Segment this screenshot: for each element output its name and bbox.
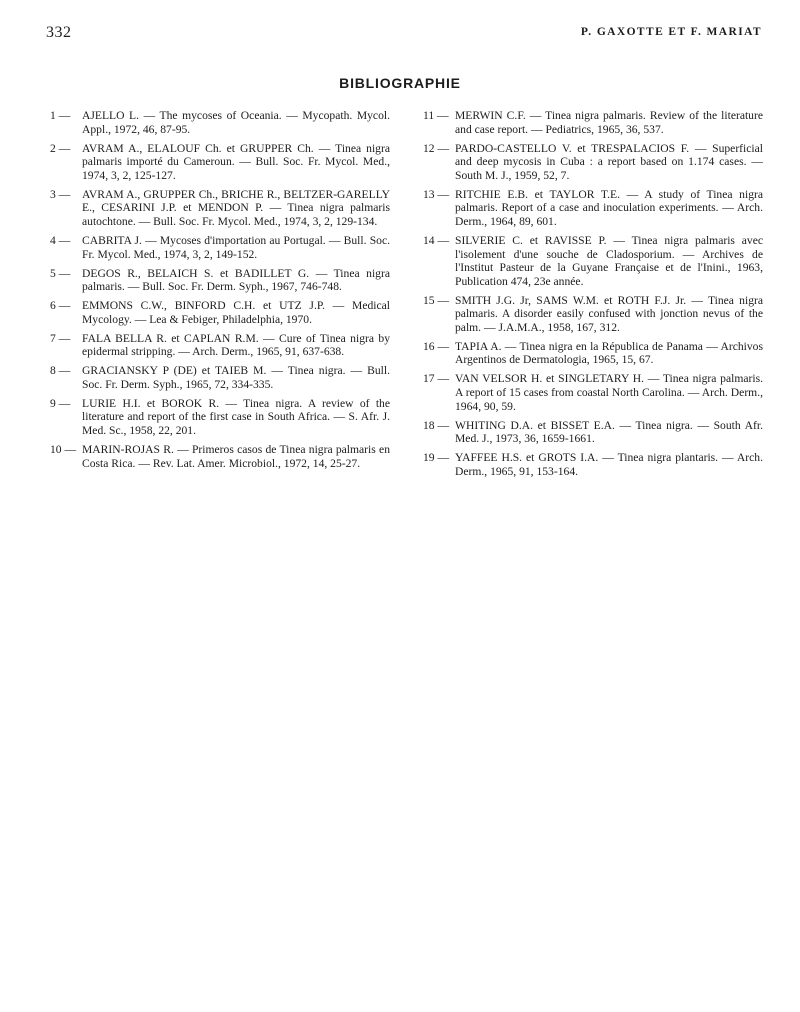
reference-text: EMMONS C.W., BINFORD C.H. et UTZ J.P. — Medical Mycology. — Lea & Febiger, Philadelphia, 1970. <box>82 299 390 326</box>
reference-text: YAFFEE H.S. et GROTS I.A. — Tinea nigra plantaris. — Arch. Derm., 1965, 91, 153-164. <box>455 451 763 478</box>
reference-text: AJELLO L. — The mycoses of Oceania. — Mycopath. Mycol. Appl., 1972, 46, 87-95. <box>82 109 390 136</box>
reference-text: WHITING D.A. et BISSET E.A. — Tinea nigra. — South Afr. Med. J., 1973, 36, 1659-1661. <box>455 418 763 446</box>
reference-item <box>50 188 390 229</box>
reference-text: CABRITA J. — Mycoses d'importation au Portugal. — Bull. Soc. Fr. Mycol. Med., 1974, 3, 2, 149-152. <box>82 233 390 261</box>
reference-number: 3 — <box>50 187 71 201</box>
running-head: P. GAXOTTE ET F. MARIAT <box>580 26 762 38</box>
reference-item <box>423 372 763 413</box>
reference-text: DEGOS R., BELAICH S. et BADILLET G. — Tinea nigra palmaris. — Bull. Soc. Fr. Derm. Syph., 1967, 746-748. <box>82 266 390 294</box>
reference-number: 6 — <box>50 299 71 313</box>
reference-item <box>423 109 763 136</box>
reference-item <box>50 299 390 326</box>
reference-number: 9 — <box>50 396 71 410</box>
reference-text: VAN VELSOR H. et SINGLETARY H. — Tinea nigra palmaris. A report of 15 cases from coastal North Carolina. — Arch. Derm., 1964, 90, 59. <box>455 372 763 413</box>
reference-text: FALA BELLA R. et CAPLAN R.M. — Cure of Tinea nigra by epidermal stripping. — Arch. Derm., 1965, 91, 637-638. <box>82 331 390 359</box>
reference-text: SMITH J.G. Jr, SAMS W.M. et ROTH F.J. Jr. — Tinea nigra palmaris. A disorder easily confused with jonction nevus of the palm. — J.A.M.A., 1958, 167, 312. <box>455 293 763 334</box>
reference-item <box>423 451 763 478</box>
reference-text: TAPIA A. — Tinea nigra en la Républica de Panama — Archivos Argentinos de Dermatologia, 1965, 15, 67. <box>455 339 763 367</box>
page-number: 332 <box>46 24 72 41</box>
reference-number: 15 — <box>423 293 450 307</box>
references-right-column <box>423 109 763 484</box>
reference-number: 4 — <box>50 233 71 247</box>
reference-number: 19 — <box>423 451 450 465</box>
reference-item <box>423 340 763 367</box>
reference-text: LURIE H.I. et BOROK R. — Tinea nigra. A review of the literature and report of the first case in South Africa. — S. Afr. J. Med. Sc., 1958, 22, 201. <box>82 396 390 437</box>
reference-text: RITCHIE E.B. et TAYLOR T.E. — A study of Tinea nigra palmaris. Report of a case and inoculation experiments. — Arch. Derm., 1964, 89, 601. <box>455 187 763 228</box>
reference-text: AVRAM A., ELALOUF Ch. et GRUPPER Ch. — Tinea nigra palmaris importé du Cameroun. — Bull. Soc. Fr. Mycol. Med., 1974, 3, 2, 125-127. <box>82 141 390 182</box>
reference-item <box>423 188 763 229</box>
reference-number: 2 — <box>50 141 71 155</box>
reference-text: MERWIN C.F. — Tinea nigra palmaris. Review of the literature and case report. — Pediatrics, 1965, 36, 537. <box>455 109 763 136</box>
reference-text: MARIN-ROJAS R. — Primeros casos de Tinea nigra palmaris en Costa Rica. — Rev. Lat. Amer. Microbiol., 1972, 14, 25-27. <box>82 442 390 470</box>
reference-item <box>423 234 763 288</box>
reference-item <box>50 443 390 470</box>
reference-item <box>50 397 390 438</box>
reference-number: 16 — <box>423 339 450 353</box>
reference-item <box>50 109 390 136</box>
reference-item <box>423 294 763 335</box>
reference-number: 5 — <box>50 266 71 280</box>
reference-text: GRACIANSKY P (DE) et TAIEB M. — Tinea nigra. — Bull. Soc. Fr. Derm. Syph., 1965, 72, 334-335. <box>82 364 390 391</box>
reference-number: 10 — <box>50 442 77 456</box>
reference-number: 12 — <box>423 141 450 155</box>
reference-text: PARDO-CASTELLO V. et TRESPALACIOS F. — Superficial and deep mycosis in Cuba : a report based on 1.174 cases. — South M. J., 1959, 52, 7. <box>455 141 763 182</box>
reference-item <box>50 364 390 391</box>
reference-item <box>423 419 763 446</box>
references-left-column <box>50 109 390 476</box>
reference-number: 7 — <box>50 331 71 345</box>
reference-item <box>50 267 390 294</box>
reference-number: 11 — <box>423 109 449 122</box>
reference-number: 17 — <box>423 372 450 386</box>
reference-text: SILVERIE C. et RAVISSE P. — Tinea nigra palmaris avec l'isolement d'une souche de Cladosporium. — Archives de l'Institut Pasteur de la Guyane Française et de l'Inini., 1963, Publication 474, 23e année. <box>455 233 763 288</box>
reference-number: 8 — <box>50 364 71 378</box>
reference-number: 13 — <box>423 187 450 201</box>
reference-item <box>50 142 390 183</box>
reference-item <box>50 234 390 261</box>
reference-number: 14 — <box>423 233 450 247</box>
section-title: BIBLIOGRAPHIE <box>339 75 461 91</box>
reference-text: AVRAM A., GRUPPER Ch., BRICHE R., BELTZER-GARELLY E., CESARINI J.P. et MENDON P. — Tinea nigra palmaris autochtone. — Bull. Soc. Fr. Mycol. Med., 1974, 3, 2, 129-134. <box>82 187 390 228</box>
reference-number: 1 — <box>50 109 71 122</box>
reference-item <box>423 142 763 183</box>
reference-item <box>50 332 390 359</box>
reference-number: 18 — <box>423 418 450 432</box>
